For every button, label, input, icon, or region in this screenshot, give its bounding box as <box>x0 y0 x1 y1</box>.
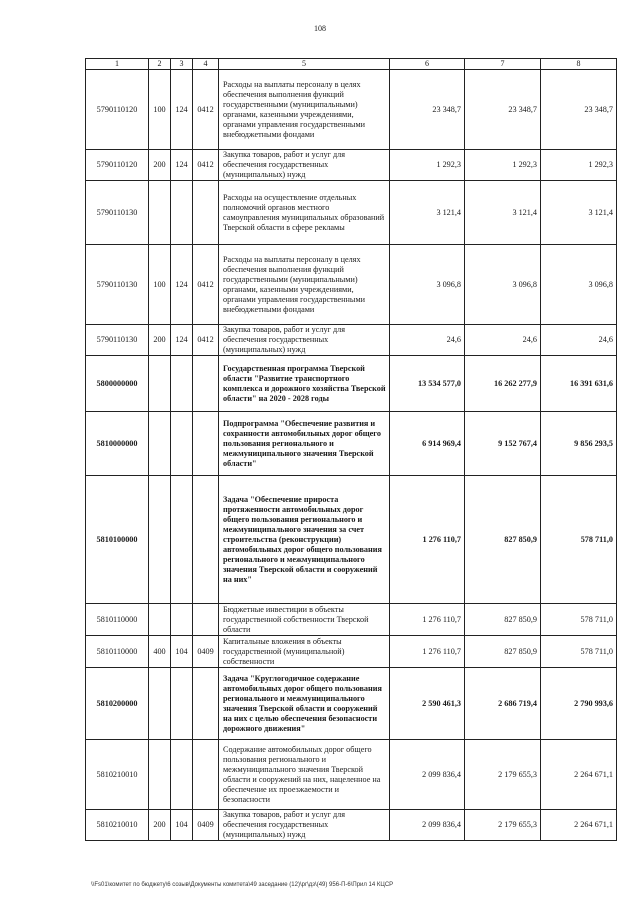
amount-col7-cell: 827 850,9 <box>465 476 541 604</box>
item-name-cell: Расходы на выплаты персоналу в целях обеспечения выполнения функций государственными (муниципальными) органами, казенными учреждениями, органами управления государственными внебюджетными фондами <box>219 245 390 325</box>
amount-col8-cell: 1 292,3 <box>541 150 617 181</box>
table-row <box>86 181 617 245</box>
section-code-cell: 104 <box>171 810 193 841</box>
vr-code-cell: 200 <box>149 325 171 356</box>
amount-col8-cell: 23 348,7 <box>541 70 617 150</box>
amount-col6-cell: 1 276 110,7 <box>390 476 465 604</box>
amount-col6-cell: 23 348,7 <box>390 70 465 150</box>
section-code-cell <box>171 181 193 245</box>
amount-col8-cell: 2 264 671,1 <box>541 740 617 810</box>
header-cell: 6 <box>390 59 465 70</box>
header-cell: 3 <box>171 59 193 70</box>
kcsr-code-cell: 5810200000 <box>86 668 149 740</box>
subsection-code-cell: 0409 <box>193 636 219 668</box>
kcsr-code-cell: 5810110000 <box>86 604 149 636</box>
subsection-code-cell: 0412 <box>193 70 219 150</box>
kcsr-code-cell: 5810210010 <box>86 740 149 810</box>
amount-col7-cell: 9 152 767,4 <box>465 412 541 476</box>
kcsr-code-cell: 5810000000 <box>86 412 149 476</box>
amount-col6-cell: 1 276 110,7 <box>390 604 465 636</box>
amount-col7-cell: 24,6 <box>465 325 541 356</box>
table-row <box>86 150 617 181</box>
amount-col7-cell: 1 292,3 <box>465 150 541 181</box>
table-row <box>86 810 617 841</box>
amount-col8-cell: 2 264 671,1 <box>541 810 617 841</box>
section-code-cell: 124 <box>171 245 193 325</box>
item-name-cell: Закупка товаров, работ и услуг для обеспечения государственных (муниципальных) нужд <box>219 325 390 356</box>
section-code-cell <box>171 740 193 810</box>
table-row <box>86 325 617 356</box>
amount-col6-cell: 6 914 969,4 <box>390 412 465 476</box>
amount-col8-cell: 16 391 631,6 <box>541 356 617 412</box>
section-code-cell: 124 <box>171 70 193 150</box>
amount-col6-cell: 3 096,8 <box>390 245 465 325</box>
kcsr-code-cell: 5810210010 <box>86 810 149 841</box>
item-name-cell: Расходы на выплаты персоналу в целях обеспечения выполнения функций государственными (муниципальными) органами, казенными учреждениями, органами управления государственными внебюджетными фондами <box>219 70 390 150</box>
table-row <box>86 604 617 636</box>
vr-code-cell: 200 <box>149 150 171 181</box>
vr-code-cell <box>149 356 171 412</box>
section-code-cell <box>171 476 193 604</box>
table-row <box>86 70 617 150</box>
section-code-cell <box>171 412 193 476</box>
item-name-cell: Бюджетные инвестиции в объекты государственной собственности Тверской области <box>219 604 390 636</box>
amount-col6-cell: 13 534 577,0 <box>390 356 465 412</box>
header-cell: 8 <box>541 59 617 70</box>
amount-col8-cell: 578 711,0 <box>541 476 617 604</box>
amount-col8-cell: 578 711,0 <box>541 604 617 636</box>
section-code-cell <box>171 668 193 740</box>
subsection-code-cell <box>193 668 219 740</box>
header-row <box>86 59 617 70</box>
amount-col7-cell: 2 179 655,3 <box>465 740 541 810</box>
kcsr-code-cell: 5790110130 <box>86 245 149 325</box>
item-name-cell: Закупка товаров, работ и услуг для обеспечения государственных (муниципальных) нужд <box>219 150 390 181</box>
amount-col8-cell: 2 790 993,6 <box>541 668 617 740</box>
amount-col8-cell: 578 711,0 <box>541 636 617 668</box>
amount-col6-cell: 1 276 110,7 <box>390 636 465 668</box>
table-row <box>86 636 617 668</box>
file-path-footer: \\Fs01\комитет по бюджету\6 созыв\Документы комитета\49 заседание (12)\рг\дз\(49) 956-П-6\Прил 14 КЦСР <box>91 882 394 888</box>
vr-code-cell <box>149 476 171 604</box>
kcsr-code-cell: 5790110120 <box>86 150 149 181</box>
vr-code-cell: 100 <box>149 70 171 150</box>
amount-col6-cell: 3 121,4 <box>390 181 465 245</box>
subsection-code-cell <box>193 356 219 412</box>
amount-col7-cell: 23 348,7 <box>465 70 541 150</box>
vr-code-cell: 200 <box>149 810 171 841</box>
amount-col7-cell: 827 850,9 <box>465 604 541 636</box>
page-number: 108 <box>314 24 326 33</box>
table-row <box>86 668 617 740</box>
header-cell: 5 <box>219 59 390 70</box>
amount-col7-cell: 3 096,8 <box>465 245 541 325</box>
vr-code-cell <box>149 740 171 810</box>
amount-col8-cell: 24,6 <box>541 325 617 356</box>
subsection-code-cell <box>193 604 219 636</box>
vr-code-cell: 400 <box>149 636 171 668</box>
amount-col7-cell: 16 262 277,9 <box>465 356 541 412</box>
kcsr-code-cell: 5790110130 <box>86 325 149 356</box>
item-name-cell: Содержание автомобильных дорог общего пользования регионального и межмуниципального значения Тверской области и сооружений на них, нацеленное на обеспечение их проезжаемости и безопасности <box>219 740 390 810</box>
vr-code-cell: 100 <box>149 245 171 325</box>
section-code-cell: 124 <box>171 325 193 356</box>
table-row <box>86 412 617 476</box>
amount-col7-cell: 2 179 655,3 <box>465 810 541 841</box>
kcsr-code-cell: 5810110000 <box>86 636 149 668</box>
kcsr-code-cell: 5790110130 <box>86 181 149 245</box>
item-name-cell: Капитальные вложения в объекты государственной (муниципальной) собственности <box>219 636 390 668</box>
vr-code-cell <box>149 412 171 476</box>
amount-col7-cell: 827 850,9 <box>465 636 541 668</box>
table-row <box>86 245 617 325</box>
amount-col6-cell: 2 099 836,4 <box>390 740 465 810</box>
item-name-cell: Задача "Круглогодичное содержание автомобильных дорог общего пользования регионального и межмуниципального значения Тверской области и сооружений на них с целью обеспечения безопасности дорожного движения" <box>219 668 390 740</box>
section-code-cell <box>171 356 193 412</box>
item-name-cell: Государственная программа Тверской области "Развитие транспортного комплекса и дорожного хозяйства Тверской области" на 2020 - 2028 годы <box>219 356 390 412</box>
amount-col7-cell: 2 686 719,4 <box>465 668 541 740</box>
amount-col7-cell: 3 121,4 <box>465 181 541 245</box>
subsection-code-cell: 0412 <box>193 150 219 181</box>
item-name-cell: Расходы на осуществление отдельных полномочий органов местного самоуправления муниципальных образований Тверской области в сфере рекламы <box>219 181 390 245</box>
amount-col6-cell: 2 099 836,4 <box>390 810 465 841</box>
amount-col8-cell: 3 096,8 <box>541 245 617 325</box>
header-cell: 1 <box>86 59 149 70</box>
kcsr-code-cell: 5800000000 <box>86 356 149 412</box>
subsection-code-cell <box>193 181 219 245</box>
header-cell: 7 <box>465 59 541 70</box>
item-name-cell: Закупка товаров, работ и услуг для обеспечения государственных (муниципальных) нужд <box>219 810 390 841</box>
header-cell: 4 <box>193 59 219 70</box>
vr-code-cell <box>149 604 171 636</box>
header-cell: 2 <box>149 59 171 70</box>
vr-code-cell <box>149 181 171 245</box>
table-row <box>86 740 617 810</box>
item-name-cell: Задача "Обеспечение прироста протяженности автомобильных дорог общего пользования регионального и межмуниципального значения за счет строительства (реконструкции) автомобильных дорог общего пользования регионального и межмуниципального значения Тверской области и сооружений на них" <box>219 476 390 604</box>
budget-table <box>85 58 617 841</box>
subsection-code-cell <box>193 740 219 810</box>
subsection-code-cell: 0409 <box>193 810 219 841</box>
vr-code-cell <box>149 668 171 740</box>
section-code-cell <box>171 604 193 636</box>
amount-col6-cell: 2 590 461,3 <box>390 668 465 740</box>
table-row <box>86 476 617 604</box>
subsection-code-cell <box>193 476 219 604</box>
kcsr-code-cell: 5790110120 <box>86 70 149 150</box>
item-name-cell: Подпрограмма "Обеспечение развития и сохранности автомобильных дорог общего пользования регионального и межмуниципального значения Тверской области" <box>219 412 390 476</box>
amount-col6-cell: 1 292,3 <box>390 150 465 181</box>
section-code-cell: 104 <box>171 636 193 668</box>
amount-col6-cell: 24,6 <box>390 325 465 356</box>
subsection-code-cell: 0412 <box>193 245 219 325</box>
amount-col8-cell: 9 856 293,5 <box>541 412 617 476</box>
subsection-code-cell: 0412 <box>193 325 219 356</box>
table-row <box>86 356 617 412</box>
subsection-code-cell <box>193 412 219 476</box>
section-code-cell: 124 <box>171 150 193 181</box>
amount-col8-cell: 3 121,4 <box>541 181 617 245</box>
kcsr-code-cell: 5810100000 <box>86 476 149 604</box>
